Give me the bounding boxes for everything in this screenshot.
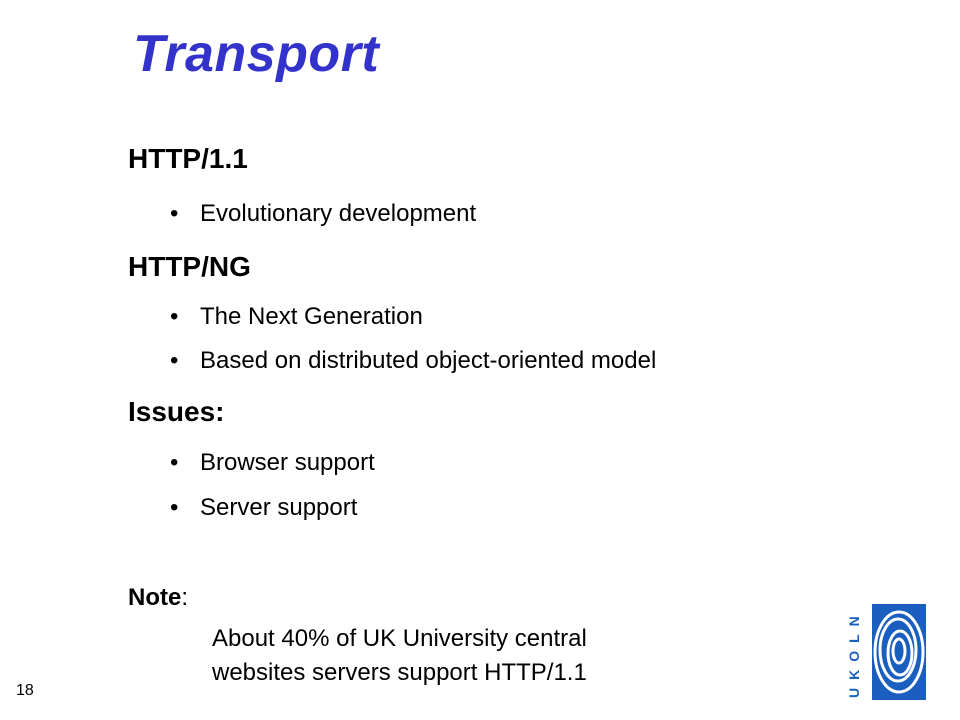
note-body xyxy=(212,622,587,690)
bullet-dot: • xyxy=(170,449,179,476)
slide-number: 18 xyxy=(16,682,34,699)
ukoln-logo-text: UKOLN xyxy=(846,608,862,698)
bullet-text: Browser support xyxy=(200,449,375,476)
slide-title: Transport xyxy=(133,25,380,83)
bullet-dot: • xyxy=(170,347,179,374)
bullet-text: Based on distributed object-oriented model xyxy=(200,347,657,374)
bullet-text: Server support xyxy=(200,494,358,521)
bullet-item xyxy=(170,305,423,329)
section-heading-issues: Issues: xyxy=(128,396,225,427)
ukoln-logo xyxy=(848,598,928,703)
ukoln-wordmark xyxy=(846,608,862,698)
bullet-dot: • xyxy=(170,494,179,521)
note-line: About 40% of UK University central xyxy=(212,625,587,652)
bullet-text: Evolutionary development xyxy=(200,200,477,227)
bullet-text: The Next Generation xyxy=(200,303,423,330)
note-line: websites servers support HTTP/1.1 xyxy=(212,659,587,686)
section-heading-httpng: HTTP/NG xyxy=(128,251,251,282)
note-label: Note xyxy=(128,584,182,611)
note-label-line xyxy=(128,586,188,610)
section-heading-http11: HTTP/1.1 xyxy=(128,143,248,174)
bullet-dot: • xyxy=(170,200,179,227)
note-colon: : xyxy=(181,584,189,611)
bullet-item xyxy=(170,202,476,226)
bullet-item xyxy=(170,451,375,475)
bullet-item xyxy=(170,349,656,373)
bullet-dot: • xyxy=(170,303,179,330)
bullet-item xyxy=(170,496,357,520)
